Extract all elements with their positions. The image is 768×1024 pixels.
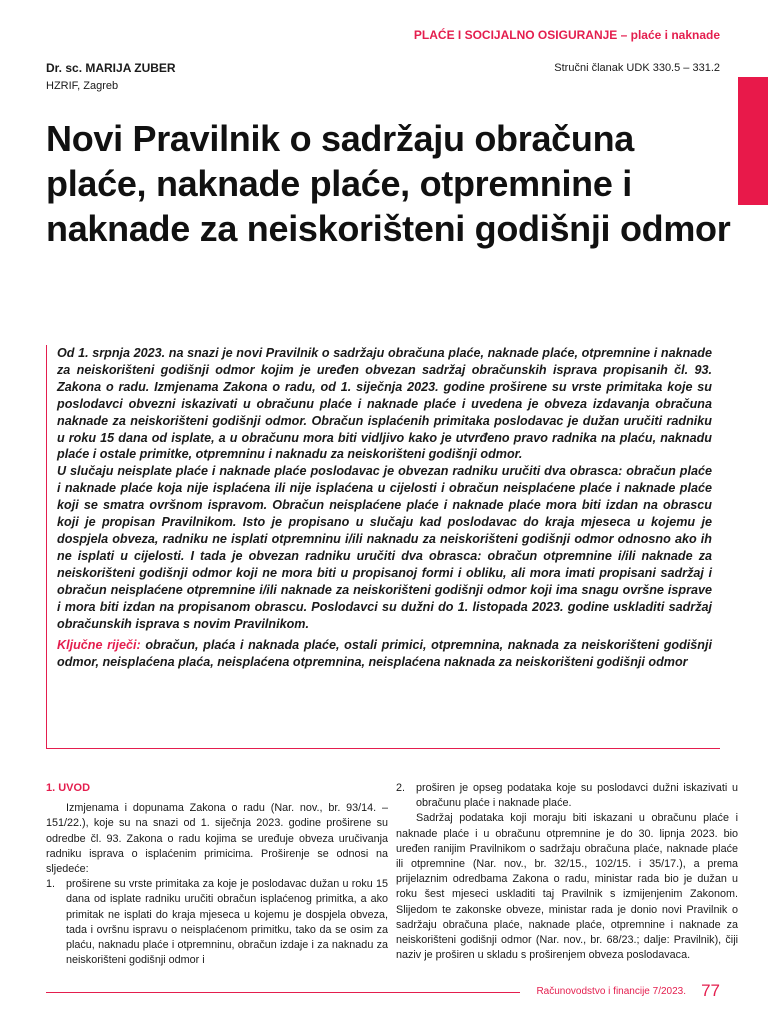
abstract-box [46,345,720,749]
body-column-left [46,781,388,968]
list-item-text: proširen je opseg podataka koje su poslodavci dužni iskazivati u obračunu plaće i naknade plaće. [416,782,738,810]
author-affiliation: HZRIF, Zagreb [46,80,119,92]
list-item-number: 1. [46,878,56,891]
keywords-label: Ključne riječi: [57,638,141,653]
page-number: 77 [701,981,720,1000]
section-color-tab [738,77,768,205]
author-name: Dr. sc. MARIJA ZUBER [46,61,176,75]
keywords-text: obračun, plaća i naknada plaće, ostali primici, otpremnina, naknada za neiskorišteni godišnji odmor, neisplaćena plaća, neisplaćena otpremnina, neisplaćena naknada za neiskorišteni godišnji odmor [57,638,712,670]
section-header: PLAĆE I SOCIJALNO OSIGURANJE – plaće i naknade [413,28,720,42]
abstract-paragraph-1: Od 1. srpnja 2023. na snazi je novi Pravilnik o sadržaju obračuna plaće, naknade plaće, otpremnine i naknade za neiskorišteni godišnji odmor kojim je uređen obvezan sadržaj obračunskih isprava propisanih čl. 93. Zakona o radu. Izmjenama Zakona o radu, od 1. siječnja 2023. godine proširene su vrste primitaka koje su poslodavci obvezni iskazivati u obračunu plaće i naknade plaće i uvedena je obveza izdavanja obračuna naknade za neiskorišteni godišnji odmor. Obračun isplaćenih primitaka poslodavac je dužan uručiti radniku u roku 15 dana od isplate, a u obračunu mora biti vidljivo kako je utvrđeno pravo radnika na plaću, naknadu plaće i ostale primitke, otpremninu i naknadu za neiskorišteni godišnji odmor. [57,346,712,462]
body-column-right [396,781,738,963]
article-title: Novi Pravilnik o sadržaju obračuna plaće, naknade plaće, otpremnine i naknade za neiskorišteni godišnji odmor [46,118,731,249]
intro-paragraph: Izmjenama i dopunama Zakona o radu (Nar. nov., br. 93/14. – 151/22.), koje su na snazi od 1. siječnja 2023. godine proširene su odredbe čl. 93. Zakona o radu kojima se uređuje obveza uručivanja radniku isprava o isplaćenim primicima. Proširenje se odnosi na sljedeće: [46,802,388,876]
footer-journal: Računovodstvo i financije 7/2023. [536,986,686,997]
list-item-text: proširene su vrste primitaka za koje je poslodavac dužan u roku 15 dana od isplate radniku uručiti obračun isplaćenog primitka, a ako primitak ne isplati do kraja mjeseca u kojemu je dospjela obveza, tada i ovršnu ispravu o neisplaćenom primitku, tako da se osim za plaću, naknadu plaće i otpremninu, obračun izdaje i za naknadu za neiskorišteni godišnji odmor i [66,878,388,967]
footer-divider [46,992,520,993]
article-type-udk: Stručni članak UDK 330.5 – 331.2 [554,62,720,74]
keywords [57,637,712,671]
list-item [396,781,738,811]
body-paragraph: Sadržaj podataka koji moraju biti iskazani u obračunu plaće i naknade plaće i u obračunu otpremnine je do 30. lipnja 2023. bio uređen ranijim Pravilnikom o sadržaju obračuna plaće, naknade plaće ili otpremnine (Nar. nov., br. 32/15., 102/15. i 35/17.), a prema prijelaznim odredbama Zakona o radu, ministar rada bio je dužan u roku šest mjeseci uskladiti taj Pravilnik s izmijenjenim Zakonom. Slijedom te zakonske obveze, ministar rada je donio novi Pravilnik o sadržaju obračuna plaće, naknade plaće, otpremnine i naknade za neiskorišteni godišnji odmor (Nar. nov., br. 68/23.; dalje: Pravilnik), čiji naziv je proširen u skladu s proširenjem obveza poslodavaca. [396,812,738,962]
section-heading-uvod: 1. UVOD [46,782,91,794]
abstract-paragraph-2: U slučaju neisplate plaće i naknade plaće poslodavac je obvezan radniku uručiti dva obrasca: obračun plaće i naknade plaće koja nije isplaćena ili nije isplaćena u cijelosti i obračun neisplaćene plaće i naknade plaće koji se smatra ovršnom ispravom. Obračun neisplaćene plaće i naknade plaće mora biti izdan na obrascu koji je propisan Pravilnikom. Isto je propisano u slučaju kad poslodavac do kraja mjeseca u kojemu je dospjela obveza, radniku ne isplati otpremninu i/ili naknadu za neiskorišteni godišnji odmor odnosno ako ih ne isplati u cijelosti. I tada je obvezan radniku uručiti dva obrasca: obračun otpremnine i/ili naknade za neiskorišteni godišnji odmor koji ne mora biti u propisanoj formi i obliku, ali mora imati propisani sadržaj i obračun neisplaćene otpremnine i/ili naknade za neiskorišteni godišnji odmor koji ima snagu ovršne isprave i mora biti izdan na propisanom obrascu. Poslodavci su dužni do 1. listopada 2023. godine uskladiti sadržaj obračunskih isprava s novim Pravilnikom. [57,464,712,631]
list-item [46,877,388,968]
list-item-number: 2. [396,782,406,794]
